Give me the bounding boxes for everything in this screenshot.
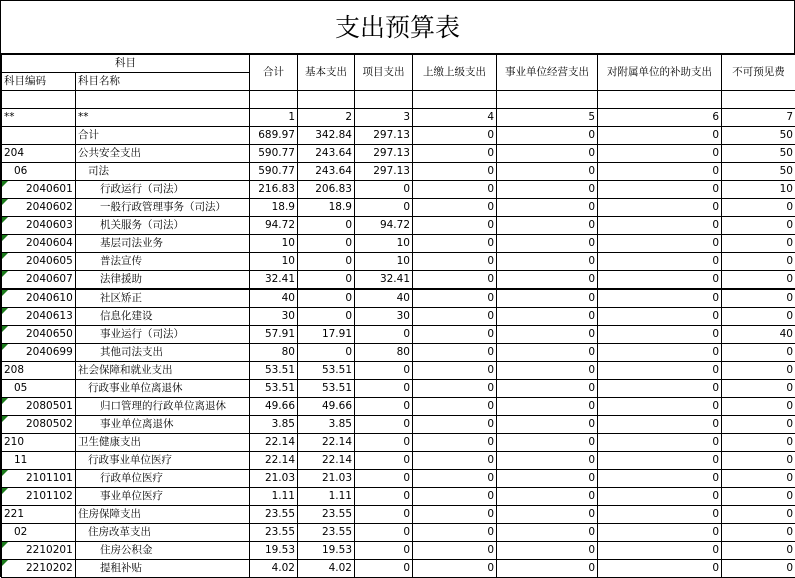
amount-cell: 53.51 [250, 380, 298, 398]
amount-cell: 0 [722, 253, 795, 271]
blank-row [2, 91, 795, 109]
index-value: 3 [355, 109, 413, 127]
amount-cell: 0 [413, 271, 497, 290]
subject-code-cell: 210 [2, 434, 76, 452]
subject-name-cell: 公共安全支出 [76, 145, 250, 163]
subject-name-cell: 事业运行（司法） [76, 326, 250, 344]
amount-cell: 0 [298, 235, 355, 253]
subject-code-cell: 2101102 [2, 488, 76, 506]
amount-cell: 0 [413, 542, 497, 560]
subject-code-cell: 2040603 [2, 217, 76, 235]
subject-name-cell: 司法 [76, 163, 250, 181]
amount-cell: 0 [722, 416, 795, 434]
amount-cell: 0 [497, 470, 598, 488]
amount-cell: 0 [497, 326, 598, 344]
table-row [2, 181, 795, 199]
amount-cell: 22.14 [298, 452, 355, 470]
amount-cell: 0 [355, 488, 413, 506]
amount-cell: 0 [298, 217, 355, 235]
amount-cell: 0 [598, 560, 722, 578]
subject-name-cell: 行政运行（司法） [76, 181, 250, 199]
amount-cell: 0 [497, 506, 598, 524]
index-value: 7 [722, 109, 795, 127]
amount-cell: 0 [413, 326, 497, 344]
amount-cell: 0 [298, 271, 355, 290]
index-value: 1 [250, 109, 298, 127]
subject-name-cell: 其他司法支出 [76, 344, 250, 362]
amount-cell: 0 [355, 452, 413, 470]
amount-cell: 0 [413, 289, 497, 308]
amount-cell: 49.66 [250, 398, 298, 416]
col-header-basic: 基本支出 [298, 55, 355, 91]
amount-cell: 0 [598, 271, 722, 290]
amount-cell: 0 [355, 181, 413, 199]
amount-cell: 0 [413, 199, 497, 217]
amount-cell: 0 [413, 163, 497, 181]
table-row [2, 434, 795, 452]
amount-cell: 0 [598, 344, 722, 362]
amount-cell: 0 [497, 560, 598, 578]
amount-cell: 297.13 [355, 145, 413, 163]
amount-cell: 0 [413, 524, 497, 542]
amount-cell: 0 [298, 253, 355, 271]
amount-cell: 21.03 [298, 470, 355, 488]
amount-cell: 0 [497, 217, 598, 235]
subject-name-cell: 事业单位离退休 [76, 416, 250, 434]
table-row [2, 470, 795, 488]
subject-name-cell: 行政单位医疗 [76, 470, 250, 488]
subject-code-cell: 2040602 [2, 199, 76, 217]
subject-code-cell: 2040604 [2, 235, 76, 253]
table-row [2, 542, 795, 560]
amount-cell: 4.02 [250, 560, 298, 578]
table-row [2, 344, 795, 362]
amount-cell: 0 [598, 452, 722, 470]
amount-cell: 0 [598, 434, 722, 452]
amount-cell: 80 [250, 344, 298, 362]
amount-cell: 0 [722, 470, 795, 488]
amount-cell: 0 [598, 488, 722, 506]
amount-cell: 0 [413, 506, 497, 524]
col-header-contingency: 不可预见费 [722, 55, 795, 91]
amount-cell: 23.55 [298, 506, 355, 524]
subject-code-cell: 11 [2, 452, 76, 470]
amount-cell: 0 [355, 524, 413, 542]
amount-cell: 0 [413, 398, 497, 416]
col-header-business: 事业单位经营支出 [497, 55, 598, 91]
amount-cell: 22.14 [250, 452, 298, 470]
subject-code-cell: 2080502 [2, 416, 76, 434]
table-row [2, 127, 795, 145]
amount-cell: 0 [722, 560, 795, 578]
amount-cell: 0 [497, 542, 598, 560]
amount-cell: 0 [722, 308, 795, 326]
amount-cell: 0 [413, 470, 497, 488]
index-value: 4 [413, 109, 497, 127]
table-row [2, 560, 795, 578]
amount-cell: 0 [722, 271, 795, 290]
col-header-upper: 上缴上级支出 [413, 55, 497, 91]
table-row [2, 362, 795, 380]
amount-cell: 50 [722, 145, 795, 163]
table-row [2, 416, 795, 434]
amount-cell: 0 [598, 145, 722, 163]
amount-cell: 10 [722, 181, 795, 199]
subject-name-cell: 机关服务（司法） [76, 217, 250, 235]
amount-cell: 0 [298, 308, 355, 326]
amount-cell: 32.41 [355, 271, 413, 290]
amount-cell: 40 [722, 326, 795, 344]
amount-cell: 0 [298, 289, 355, 308]
subject-name-cell: 社区矫正 [76, 289, 250, 308]
subject-name-cell: 基层司法业务 [76, 235, 250, 253]
amount-cell: 0 [497, 524, 598, 542]
subject-name-cell: 住房公积金 [76, 542, 250, 560]
amount-cell: 0 [598, 308, 722, 326]
amount-cell: 0 [598, 253, 722, 271]
subject-code-cell: 2040607 [2, 271, 76, 290]
amount-cell: 0 [497, 488, 598, 506]
subject-name-cell: 一般行政管理事务（司法） [76, 199, 250, 217]
table-row [2, 217, 795, 235]
subject-header: 科目 [2, 55, 250, 73]
col-header-total: 合计 [250, 55, 298, 91]
amount-cell: 206.83 [298, 181, 355, 199]
subject-name-cell: 社会保障和就业支出 [76, 362, 250, 380]
amount-cell: 0 [497, 452, 598, 470]
amount-cell: 0 [355, 380, 413, 398]
name-header: 科目名称 [76, 73, 250, 91]
amount-cell: 0 [413, 235, 497, 253]
amount-cell: 0 [722, 217, 795, 235]
amount-cell: 0 [497, 181, 598, 199]
amount-cell: 0 [413, 434, 497, 452]
table-row [2, 308, 795, 326]
table-row [2, 506, 795, 524]
table-row [2, 398, 795, 416]
amount-cell: 49.66 [298, 398, 355, 416]
amount-cell: 0 [598, 289, 722, 308]
subject-name-cell: 归口管理的行政单位离退休 [76, 398, 250, 416]
amount-cell: 19.53 [298, 542, 355, 560]
amount-cell: 0 [413, 181, 497, 199]
amount-cell: 23.55 [250, 524, 298, 542]
amount-cell: 0 [722, 344, 795, 362]
amount-cell: 0 [413, 145, 497, 163]
amount-cell: 19.53 [250, 542, 298, 560]
amount-cell: 0 [497, 271, 598, 290]
amount-cell: 22.14 [298, 434, 355, 452]
amount-cell: 0 [355, 362, 413, 380]
subject-name-cell: 住房保障支出 [76, 506, 250, 524]
amount-cell: 0 [598, 362, 722, 380]
subject-name-cell: 信息化建设 [76, 308, 250, 326]
amount-cell: 10 [250, 253, 298, 271]
subject-code-cell [2, 127, 76, 145]
table-row [2, 199, 795, 217]
amount-cell: 0 [413, 452, 497, 470]
subject-code-cell: 2210201 [2, 542, 76, 560]
amount-cell: 53.51 [298, 362, 355, 380]
amount-cell: 0 [497, 344, 598, 362]
amount-cell: 94.72 [355, 217, 413, 235]
subject-code-cell: 06 [2, 163, 76, 181]
subject-code-cell: 2040610 [2, 289, 76, 308]
amount-cell: 0 [355, 506, 413, 524]
amount-cell: 0 [598, 199, 722, 217]
amount-cell: 80 [355, 344, 413, 362]
subject-name-cell: 提租补贴 [76, 560, 250, 578]
amount-cell: 0 [413, 217, 497, 235]
amount-cell: 21.03 [250, 470, 298, 488]
amount-cell: 0 [598, 326, 722, 344]
index-value: 6 [598, 109, 722, 127]
amount-cell: 297.13 [355, 127, 413, 145]
amount-cell: 0 [722, 289, 795, 308]
amount-cell: 0 [497, 235, 598, 253]
amount-cell: 0 [598, 163, 722, 181]
subject-code-cell: 2040601 [2, 181, 76, 199]
amount-cell: 0 [722, 524, 795, 542]
table-row [2, 271, 795, 290]
amount-cell: 590.77 [250, 145, 298, 163]
code-header: 科目编码 [2, 73, 76, 91]
amount-cell: 0 [497, 163, 598, 181]
amount-cell: 243.64 [298, 163, 355, 181]
subject-name-cell: 普法宣传 [76, 253, 250, 271]
amount-cell: 0 [722, 434, 795, 452]
budget-table [1, 54, 795, 578]
amount-cell: 0 [598, 470, 722, 488]
amount-cell: 297.13 [355, 163, 413, 181]
table-row [2, 145, 795, 163]
amount-cell: 53.51 [298, 380, 355, 398]
amount-cell: 10 [355, 253, 413, 271]
amount-cell: 10 [355, 235, 413, 253]
table-row [2, 488, 795, 506]
amount-cell: 53.51 [250, 362, 298, 380]
subject-code-cell: 204 [2, 145, 76, 163]
index-row [2, 109, 795, 127]
subject-name-cell: 卫生健康支出 [76, 434, 250, 452]
amount-cell: 590.77 [250, 163, 298, 181]
table-row [2, 524, 795, 542]
amount-cell: 0 [355, 470, 413, 488]
subject-name-cell: 合计 [76, 127, 250, 145]
amount-cell: 0 [413, 344, 497, 362]
amount-cell: 0 [497, 380, 598, 398]
amount-cell: 0 [413, 560, 497, 578]
amount-cell: 0 [722, 506, 795, 524]
amount-cell: 4.02 [298, 560, 355, 578]
amount-cell: 0 [298, 344, 355, 362]
subject-name-cell: 法律援助 [76, 271, 250, 290]
amount-cell: 0 [497, 416, 598, 434]
col-header-project: 项目支出 [355, 55, 413, 91]
amount-cell: 0 [413, 127, 497, 145]
amount-cell: 18.9 [298, 199, 355, 217]
amount-cell: 0 [355, 434, 413, 452]
subject-code-cell: 2040613 [2, 308, 76, 326]
index-code: ** [2, 109, 76, 127]
subject-code-cell: 2101101 [2, 470, 76, 488]
amount-cell: 0 [722, 199, 795, 217]
amount-cell: 23.55 [298, 524, 355, 542]
subject-code-cell: 2210202 [2, 560, 76, 578]
table-row [2, 253, 795, 271]
amount-cell: 0 [355, 560, 413, 578]
table-row [2, 163, 795, 181]
amount-cell: 0 [355, 542, 413, 560]
subject-code-cell: 2040650 [2, 326, 76, 344]
amount-cell: 0 [598, 542, 722, 560]
subject-name-cell: 行政事业单位离退休 [76, 380, 250, 398]
amount-cell: 689.97 [250, 127, 298, 145]
amount-cell: 0 [598, 416, 722, 434]
amount-cell: 0 [722, 398, 795, 416]
amount-cell: 0 [355, 416, 413, 434]
amount-cell: 0 [413, 380, 497, 398]
amount-cell: 0 [413, 416, 497, 434]
amount-cell: 0 [722, 542, 795, 560]
amount-cell: 32.41 [250, 271, 298, 290]
amount-cell: 0 [497, 308, 598, 326]
amount-cell: 3.85 [298, 416, 355, 434]
amount-cell: 0 [497, 289, 598, 308]
amount-cell: 40 [250, 289, 298, 308]
table-row [2, 289, 795, 308]
amount-cell: 0 [497, 434, 598, 452]
amount-cell: 0 [413, 362, 497, 380]
amount-cell: 243.64 [298, 145, 355, 163]
subject-code-cell: 2040605 [2, 253, 76, 271]
amount-cell: 0 [355, 398, 413, 416]
page-title: 支出预算表 [1, 1, 795, 54]
amount-cell: 57.91 [250, 326, 298, 344]
index-value: 2 [298, 109, 355, 127]
amount-cell: 0 [497, 398, 598, 416]
subject-name-cell: 事业单位医疗 [76, 488, 250, 506]
amount-cell: 30 [250, 308, 298, 326]
subject-name-cell: 住房改革支出 [76, 524, 250, 542]
amount-cell: 50 [722, 127, 795, 145]
amount-cell: 18.9 [250, 199, 298, 217]
table-row [2, 235, 795, 253]
amount-cell: 17.91 [298, 326, 355, 344]
amount-cell: 0 [722, 488, 795, 506]
subject-code-cell: 2080501 [2, 398, 76, 416]
amount-cell: 0 [598, 506, 722, 524]
amount-cell: 0 [598, 380, 722, 398]
amount-cell: 23.55 [250, 506, 298, 524]
subject-code-cell: 208 [2, 362, 76, 380]
amount-cell: 50 [722, 163, 795, 181]
amount-cell: 1.11 [250, 488, 298, 506]
amount-cell: 0 [598, 217, 722, 235]
amount-cell: 0 [598, 398, 722, 416]
amount-cell: 0 [722, 235, 795, 253]
amount-cell: 0 [598, 127, 722, 145]
amount-cell: 342.84 [298, 127, 355, 145]
amount-cell: 0 [722, 380, 795, 398]
amount-cell: 0 [413, 308, 497, 326]
amount-cell: 94.72 [250, 217, 298, 235]
subject-code-cell: 221 [2, 506, 76, 524]
subject-name-cell: 行政事业单位医疗 [76, 452, 250, 470]
subject-code-cell: 05 [2, 380, 76, 398]
amount-cell: 0 [413, 488, 497, 506]
amount-cell: 40 [355, 289, 413, 308]
amount-cell: 0 [722, 362, 795, 380]
amount-cell: 0 [497, 253, 598, 271]
table-row [2, 326, 795, 344]
amount-cell: 0 [497, 145, 598, 163]
amount-cell: 0 [722, 452, 795, 470]
amount-cell: 0 [598, 235, 722, 253]
amount-cell: 30 [355, 308, 413, 326]
col-header-subsidy: 对附属单位的补助支出 [598, 55, 722, 91]
amount-cell: 1.11 [298, 488, 355, 506]
amount-cell: 10 [250, 235, 298, 253]
amount-cell: 22.14 [250, 434, 298, 452]
amount-cell: 0 [355, 199, 413, 217]
amount-cell: 3.85 [250, 416, 298, 434]
index-name: ** [76, 109, 250, 127]
amount-cell: 0 [598, 181, 722, 199]
table-row [2, 380, 795, 398]
table-row [2, 452, 795, 470]
subject-code-cell: 02 [2, 524, 76, 542]
amount-cell: 0 [497, 362, 598, 380]
index-value: 5 [497, 109, 598, 127]
amount-cell: 0 [497, 127, 598, 145]
amount-cell: 0 [355, 326, 413, 344]
amount-cell: 0 [413, 253, 497, 271]
subject-code-cell: 2040699 [2, 344, 76, 362]
amount-cell: 0 [598, 524, 722, 542]
amount-cell: 0 [497, 199, 598, 217]
amount-cell: 216.83 [250, 181, 298, 199]
